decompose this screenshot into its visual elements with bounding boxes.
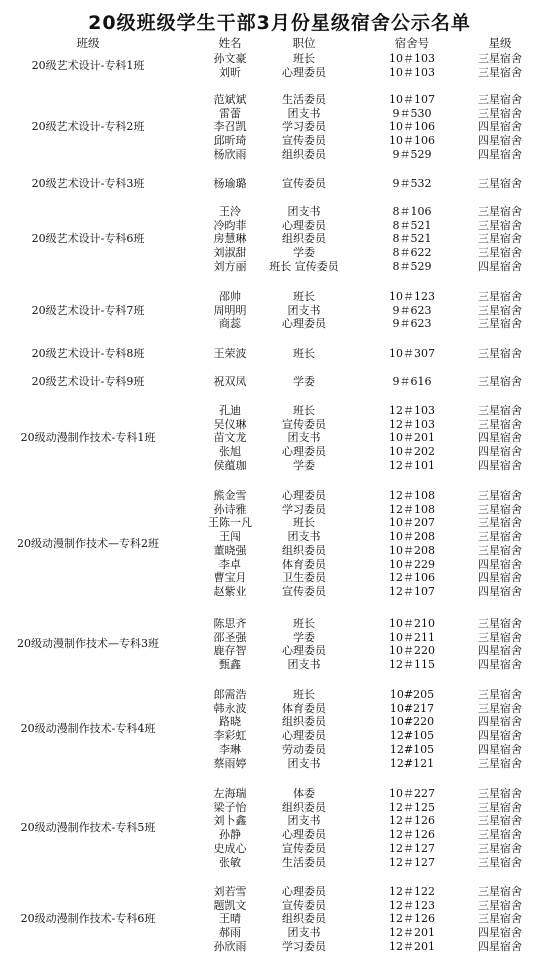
- student-position: 团支书: [287, 756, 321, 770]
- student-position: 宣传委员: [282, 584, 326, 598]
- dorm-rating: 三星宿舍: [478, 912, 522, 926]
- student-position: 宣传委员: [282, 177, 326, 190]
- student-position: 体育委员: [282, 701, 326, 715]
- dorm-rating: 三星宿舍: [478, 375, 522, 388]
- dorm-rating: 三星宿舍: [478, 800, 522, 814]
- dorm-number: 10＃208: [389, 543, 435, 557]
- dorm-number: 9＃616: [392, 375, 432, 388]
- student-name: 刘昕: [219, 65, 241, 79]
- dorm-rating: 三星宿舍: [478, 404, 522, 417]
- student-name: 曹宝月: [213, 571, 247, 585]
- student-name: 李召凯: [213, 120, 247, 134]
- dorm-number: 12#121: [389, 756, 435, 770]
- header-position: 职位: [292, 36, 316, 50]
- dorm-rating: 三星宿舍: [478, 814, 522, 828]
- student-name: 李琳: [219, 742, 241, 756]
- student-position: 班长 宣传委员: [269, 259, 339, 273]
- student-position: 团支书: [287, 926, 321, 940]
- student-name: 商蕊: [219, 317, 241, 331]
- student-name: 孔迪: [219, 404, 241, 417]
- student-name: 孙文豪: [213, 52, 247, 65]
- dorm-rating: 四星宿舍: [478, 431, 522, 445]
- dorm-rating: 三星宿舍: [478, 756, 522, 770]
- dorm-number: 10#220: [389, 715, 435, 729]
- student-name: 甄鑫: [219, 658, 241, 672]
- dorm-rating: 三星宿舍: [478, 303, 522, 317]
- dorm-rating: 三星宿舍: [478, 106, 522, 120]
- dorm-rating: 三星宿舍: [478, 617, 522, 630]
- dorm-rating: 四星宿舍: [478, 644, 522, 658]
- student-name: 董晓强: [213, 543, 247, 557]
- dorm-rating: 四星宿舍: [478, 134, 522, 148]
- header-class: 班级: [76, 36, 100, 50]
- dorm-rating: 四星宿舍: [478, 120, 522, 134]
- dorm-rating: 三星宿舍: [478, 52, 522, 65]
- student-name: 李彩虹: [213, 729, 247, 743]
- dorm-rating: 三星宿舍: [478, 841, 522, 855]
- student-position: 卫生委员: [282, 571, 326, 585]
- student-position: 班长: [293, 688, 315, 701]
- student-name: 梁子怡: [213, 800, 247, 814]
- student-position: 宣传委员: [282, 841, 326, 855]
- student-position: 学习委员: [282, 502, 326, 516]
- dorm-rating: 四星宿舍: [478, 571, 522, 585]
- dorm-rating: 四星宿舍: [478, 147, 522, 161]
- page-title: 20级班级学生干部3月份星级宿舍公示名单: [88, 12, 471, 34]
- dorm-number: 12＃123: [389, 898, 435, 912]
- dorm-rating: 三星宿舍: [478, 347, 522, 360]
- dorm-rating: 三星宿舍: [478, 855, 522, 869]
- class-name: 20级动漫制作技术—专科3班: [17, 637, 159, 651]
- dorm-rating: 三星宿舍: [478, 246, 522, 260]
- student-name: 熊金雪: [213, 489, 247, 502]
- student-name: 王闯: [219, 530, 241, 544]
- dorm-number: 12＃122: [389, 885, 435, 898]
- dorm-rating: 四星宿舍: [478, 458, 522, 472]
- dorm-number: 10＃211: [389, 630, 435, 644]
- student-name: 杨欣雨: [213, 147, 247, 161]
- dorm-number: 12＃103: [389, 417, 435, 431]
- student-name: 李卓: [219, 557, 241, 571]
- class-name: 20级动漫制作技术-专科1班: [20, 431, 156, 445]
- student-position: 心理委员: [282, 317, 326, 331]
- dorm-number: 10＃107: [389, 93, 435, 106]
- student-position: 团支书: [287, 431, 321, 445]
- student-position: 体委: [293, 787, 315, 800]
- dorm-rating: 三星宿舍: [478, 516, 522, 530]
- dorm-number: 10#205: [389, 688, 435, 701]
- dorm-number: 12＃115: [389, 658, 435, 672]
- student-name: 孙欣雨: [213, 939, 247, 953]
- dorm-number: 12＃125: [389, 800, 435, 814]
- student-position: 心理委员: [282, 65, 326, 79]
- class-name: 20级艺术设计-专科1班: [31, 58, 145, 72]
- student-position: 组织委员: [282, 147, 326, 161]
- dorm-rating: 四星宿舍: [478, 729, 522, 743]
- student-position: 宣传委员: [282, 417, 326, 431]
- student-name: 范斌斌: [213, 93, 247, 106]
- student-name: 邱昕琦: [213, 134, 247, 148]
- student-name: 王泠: [219, 205, 241, 218]
- dorm-number: 12＃101: [389, 458, 435, 472]
- student-name: 张旭: [219, 445, 241, 459]
- dorm-rating: 四星宿舍: [478, 259, 522, 273]
- dorm-rating: 三星宿舍: [478, 218, 522, 232]
- dorm-number: 10＃229: [389, 557, 435, 571]
- dorm-rating: 三星宿舍: [478, 317, 522, 331]
- student-name: 刘淑甜: [213, 246, 247, 260]
- class-name: 20级艺术设计-专科6班: [31, 232, 145, 246]
- student-name: 刘卜鑫: [213, 814, 247, 828]
- student-position: 团支书: [287, 658, 321, 672]
- dorm-number: 10＃103: [389, 65, 435, 79]
- student-name: 陈思齐: [213, 617, 247, 630]
- dorm-rating: 三星宿舍: [478, 290, 522, 303]
- dorm-number: 12＃107: [389, 584, 435, 598]
- dorm-rating: 四星宿舍: [478, 926, 522, 940]
- dorm-rating: 三星宿舍: [478, 787, 522, 800]
- student-name: 郎需浩: [213, 688, 247, 701]
- dorm-number: 8＃529: [392, 259, 432, 273]
- student-position: 班长: [293, 617, 315, 630]
- student-position: 组织委员: [282, 715, 326, 729]
- student-name: 赵紫业: [213, 584, 247, 598]
- dorm-number: 8＃521: [392, 218, 432, 232]
- dorm-number: 10#217: [389, 701, 435, 715]
- class-name: 20级动漫制作技术-专科5班: [20, 821, 156, 835]
- student-name: 冷昀菲: [213, 218, 247, 232]
- dorm-rating: 三星宿舍: [478, 502, 522, 516]
- student-position: 体育委员: [282, 557, 326, 571]
- student-name: 路晓: [219, 715, 241, 729]
- dorm-number: 9＃530: [392, 106, 432, 120]
- student-name: 苗文龙: [213, 431, 247, 445]
- class-name: 20级艺术设计-专科9班: [31, 374, 145, 388]
- dorm-number: 8＃622: [392, 246, 432, 260]
- dorm-rating: 三星宿舍: [478, 630, 522, 644]
- student-position: 宣传委员: [282, 898, 326, 912]
- student-position: 学委: [293, 375, 315, 388]
- student-name: 郝雨: [219, 926, 241, 940]
- class-name: 20级动漫制作技术-专科6班: [20, 912, 156, 926]
- student-position: 组织委员: [282, 232, 326, 246]
- header-dorm: 宿舍号: [394, 36, 430, 50]
- student-position: 心理委员: [282, 445, 326, 459]
- student-position: 组织委员: [282, 800, 326, 814]
- dorm-number: 12＃108: [389, 502, 435, 516]
- student-position: 学习委员: [282, 939, 326, 953]
- dorm-number: 12＃127: [389, 841, 435, 855]
- dorm-number: 12＃106: [389, 571, 435, 585]
- dorm-rating: 三星宿舍: [478, 828, 522, 842]
- dorm-number: 9＃529: [392, 147, 432, 161]
- dorm-number: 10＃123: [389, 290, 435, 303]
- dorm-number: 12＃126: [389, 814, 435, 828]
- student-position: 组织委员: [282, 912, 326, 926]
- student-name: 邵帅: [219, 290, 241, 303]
- dorm-number: 10＃202: [389, 445, 435, 459]
- student-name: 刘方丽: [213, 259, 247, 273]
- student-position: 心理委员: [282, 885, 326, 898]
- student-name: 邵圣强: [213, 630, 247, 644]
- dorm-number: 10＃207: [389, 516, 435, 530]
- class-name: 20级艺术设计-专科2班: [31, 120, 145, 134]
- dorm-rating: 三星宿舍: [478, 701, 522, 715]
- student-position: 团支书: [287, 205, 321, 218]
- student-name: 王陈一凡: [208, 516, 252, 530]
- dorm-number: 10＃106: [389, 120, 435, 134]
- dorm-rating: 三星宿舍: [478, 417, 522, 431]
- student-position: 学委: [293, 458, 315, 472]
- dorm-number: 8＃106: [392, 205, 432, 218]
- dorm-number: 10＃307: [389, 347, 435, 360]
- dorm-number: 12#105: [389, 742, 435, 756]
- student-name: 韩永波: [213, 701, 247, 715]
- dorm-rating: 三星宿舍: [478, 688, 522, 701]
- student-position: 团支书: [287, 814, 321, 828]
- student-name: 王晴: [219, 912, 241, 926]
- dorm-number: 9＃532: [392, 177, 432, 190]
- header-name: 姓名: [218, 36, 242, 50]
- dorm-number: 10＃106: [389, 134, 435, 148]
- dorm-number: 10＃208: [389, 530, 435, 544]
- dorm-rating: 三星宿舍: [478, 530, 522, 544]
- student-name: 孙静: [219, 828, 241, 842]
- student-name: 杨瑜璐: [213, 177, 247, 190]
- dorm-rating: 三星宿舍: [478, 898, 522, 912]
- class-name: 20级艺术设计-专科3班: [31, 176, 145, 190]
- student-name: 雷蕾: [219, 106, 241, 120]
- dorm-rating: 四星宿舍: [478, 715, 522, 729]
- dorm-number: 12＃201: [389, 939, 435, 953]
- class-name: 20级艺术设计-专科8班: [31, 346, 145, 360]
- student-name: 蔡雨婷: [213, 756, 247, 770]
- student-name: 题凯文: [213, 898, 247, 912]
- student-position: 学习委员: [282, 120, 326, 134]
- student-position: 心理委员: [282, 218, 326, 232]
- student-position: 班长: [293, 290, 315, 303]
- dorm-number: 10＃103: [389, 52, 435, 65]
- student-position: 心理委员: [282, 644, 326, 658]
- student-position: 班长: [293, 516, 315, 530]
- student-position: 学委: [293, 246, 315, 260]
- class-name: 20级动漫制作技术-专科4班: [20, 722, 156, 736]
- dorm-rating: 四星宿舍: [478, 939, 522, 953]
- dorm-rating: 四星宿舍: [478, 445, 522, 459]
- student-name: 祝双凤: [213, 375, 247, 388]
- student-name: 王荣波: [213, 347, 247, 360]
- student-position: 心理委员: [282, 489, 326, 502]
- student-position: 班长: [293, 52, 315, 65]
- dorm-rating: 三星宿舍: [478, 65, 522, 79]
- student-position: 团支书: [287, 530, 321, 544]
- dorm-number: 12＃126: [389, 828, 435, 842]
- student-name: 左海瑞: [213, 787, 247, 800]
- student-name: 张敏: [219, 855, 241, 869]
- student-position: 团支书: [287, 106, 321, 120]
- student-position: 团支书: [287, 303, 321, 317]
- dorm-rating: 四星宿舍: [478, 557, 522, 571]
- dorm-number: 10＃201: [389, 431, 435, 445]
- dorm-number: 12＃126: [389, 912, 435, 926]
- student-name: 刘若雪: [213, 885, 247, 898]
- dorm-number: 12#105: [389, 729, 435, 743]
- student-position: 心理委员: [282, 729, 326, 743]
- dorm-rating: 三星宿舍: [478, 885, 522, 898]
- dorm-number: 10＃227: [389, 787, 435, 800]
- student-position: 组织委员: [282, 543, 326, 557]
- student-name: 吴仪琳: [213, 417, 247, 431]
- student-name: 侯蕴珈: [213, 458, 247, 472]
- student-position: 学委: [293, 630, 315, 644]
- class-name: 20级艺术设计-专科7班: [31, 303, 145, 317]
- dorm-number: 10＃210: [389, 617, 435, 630]
- student-position: 心理委员: [282, 828, 326, 842]
- student-name: 孙诗雅: [213, 502, 247, 516]
- header-rating: 星级: [488, 36, 512, 50]
- dorm-number: 12＃103: [389, 404, 435, 417]
- dorm-number: 12＃201: [389, 926, 435, 940]
- dorm-number: 9＃623: [392, 317, 432, 331]
- dorm-rating: 四星宿舍: [478, 584, 522, 598]
- dorm-number: 8＃521: [392, 232, 432, 246]
- student-name: 鹿存智: [213, 644, 247, 658]
- student-name: 房慧琳: [213, 232, 247, 246]
- dorm-rating: 三星宿舍: [478, 543, 522, 557]
- dorm-rating: 四星宿舍: [478, 742, 522, 756]
- dorm-number: 12＃108: [389, 489, 435, 502]
- dorm-rating: 四星宿舍: [478, 658, 522, 672]
- student-position: 班长: [293, 404, 315, 417]
- dorm-rating: 三星宿舍: [478, 93, 522, 106]
- dorm-rating: 三星宿舍: [478, 489, 522, 502]
- student-name: 史成心: [213, 841, 247, 855]
- student-position: 生活委员: [282, 93, 326, 106]
- dorm-number: 10＃220: [389, 644, 435, 658]
- dorm-rating: 三星宿舍: [478, 232, 522, 246]
- student-position: 班长: [293, 347, 315, 360]
- dorm-rating: 三星宿舍: [478, 177, 522, 190]
- student-position: 劳动委员: [282, 742, 326, 756]
- dorm-number: 9＃623: [392, 303, 432, 317]
- class-name: 20级动漫制作技术—专科2班: [17, 536, 159, 550]
- student-position: 宣传委员: [282, 134, 326, 148]
- dorm-number: 12＃127: [389, 855, 435, 869]
- dorm-rating: 三星宿舍: [478, 205, 522, 218]
- student-name: 周明明: [213, 303, 247, 317]
- student-position: 生活委员: [282, 855, 326, 869]
